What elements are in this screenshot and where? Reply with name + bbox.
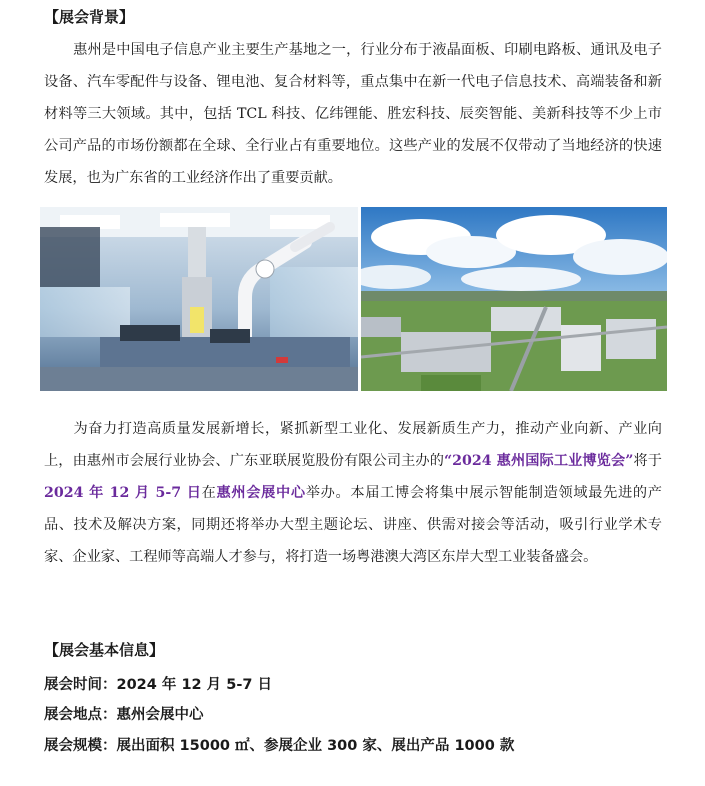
expo-scale: 展会规模：展出面积 15000 ㎡、参展企业 300 家、展出产品 1000 款 (44, 738, 515, 754)
expo-date-highlight: 2024 年 12 月 5-7 日 (44, 485, 202, 501)
robot-arm-factory-photo (40, 207, 358, 391)
background-paragraph (44, 34, 662, 194)
intro-paragraph (44, 413, 662, 573)
industrial-park-aerial-photo (361, 207, 667, 391)
industrial-park-aerial-image (361, 207, 667, 391)
expo-time: 展会时间：2024 年 12 月 5-7 日 (44, 677, 272, 693)
section-title-background: 【展会背景】 (44, 8, 135, 26)
section-title-basic-info: 【展会基本信息】 (44, 641, 165, 659)
intro-text-2: 将于 (633, 453, 662, 469)
expo-venue-highlight: 惠州会展中心 (216, 485, 306, 501)
expo-name-highlight: “2024 惠州国际工业博览会” (444, 453, 634, 469)
intro-text-4: 举办。本届工博会将集中展示智能制造领域最先进的产品、技术及解决方案，同期还将举办大型主题论坛、讲座、供需对接会等活动，吸引行业学术专家、企业家、工程师等高端人才参与，将打造一场粤港澳大湾区东岸大型工业装备盛会。 (44, 485, 662, 565)
intro-text-1: 为奋力打造高质量发展新增长，紧抓新型工业化、发展新质生产力，推动产业向新、产业向上，由惠州市会展行业协会、广东亚联展览股份有限公司主办的 (44, 421, 662, 469)
robot-arm-factory-image (40, 207, 358, 391)
background-text: 惠州是中国电子信息产业主要生产基地之一，行业分布于液晶面板、印刷电路板、通讯及电子设备、汽车零配件与设备、锂电池、复合材料等，重点集中在新一代电子信息技术、高端装备和新材料等三大领域。其中，包括 TCL 科技、亿纬锂能、胜宏科技、辰奕智能、美新科技等不少上市公司产品的市场份额都在全球、全行业占有重要地位。这些产业的发展不仅带动了当地经济的快速发展，也为广东省的工业经济作出了重要贡献。 (44, 42, 662, 186)
intro-text-3: 在 (201, 485, 217, 501)
expo-location: 展会地点：惠州会展中心 (44, 707, 204, 723)
